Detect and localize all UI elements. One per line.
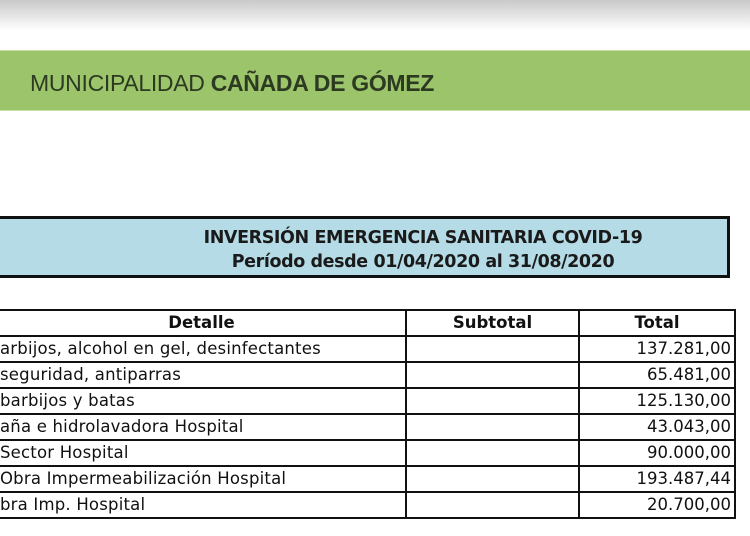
column-header-detalle: Detalle: [0, 310, 406, 336]
total-cell: 43.043,00: [579, 414, 735, 440]
total-cell: 137.281,00: [579, 336, 735, 362]
municipality-prefix: MUNICIPALIDAD: [30, 70, 205, 96]
detalle-cell: Sector Hospital: [0, 440, 406, 466]
column-header-subtotal: Subtotal: [406, 310, 579, 336]
subtotal-cell: [406, 336, 579, 362]
table-row: [0, 362, 735, 388]
column-header-total: Total: [579, 310, 735, 336]
total-cell: 20.700,00: [579, 492, 735, 518]
table-row: [0, 440, 735, 466]
subtotal-cell: [406, 440, 579, 466]
table-row: [0, 492, 735, 518]
table-row: [0, 388, 735, 414]
total-cell: 65.481,00: [579, 362, 735, 388]
total-cell: 125.130,00: [579, 388, 735, 414]
detalle-cell: Obra Impermeabilización Hospital: [0, 466, 406, 492]
detalle-cell: barbijos y batas: [0, 388, 406, 414]
subtotal-cell: [406, 466, 579, 492]
top-shadow: [0, 0, 750, 30]
table-row: [0, 414, 735, 440]
municipality-banner: [0, 50, 750, 111]
subtotal-cell: [406, 388, 579, 414]
table-row: [0, 336, 735, 362]
detalle-cell: arbijos, alcohol en gel, desinfectantes: [0, 336, 406, 362]
municipality-name: CAÑADA DE GÓMEZ: [210, 70, 435, 96]
subtotal-cell: [406, 362, 579, 388]
subtotal-cell: [406, 414, 579, 440]
detalle-cell: bra Imp. Hospital: [0, 492, 406, 518]
total-cell: 193.487,44: [579, 466, 735, 492]
detalle-cell: aña e hidrolavadora Hospital: [0, 414, 406, 440]
report-period: Período desde 01/04/2020 al 31/08/2020: [231, 252, 615, 272]
table-header-row: [0, 310, 735, 336]
report-title: INVERSIÓN EMERGENCIA SANITARIA COVID-19: [203, 228, 643, 248]
municipality-title: [30, 70, 434, 97]
subtotal-cell: [406, 492, 579, 518]
detalle-cell: seguridad, antiparras: [0, 362, 406, 388]
table-row: [0, 466, 735, 492]
report-title-box: [0, 216, 730, 278]
investment-table: [0, 309, 736, 519]
total-cell: 90.000,00: [579, 440, 735, 466]
